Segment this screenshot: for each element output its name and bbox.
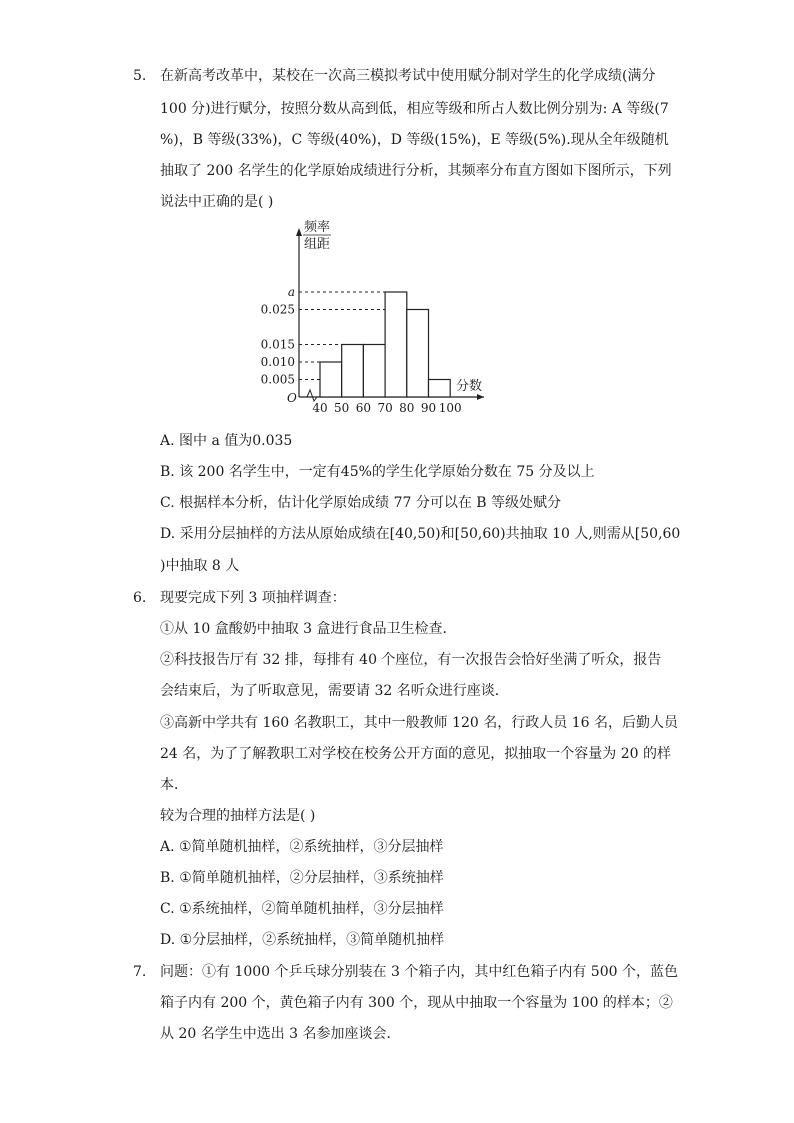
question-text-line: ②科技报告厅有 32 排，每排有 40 个座位，有一次报告会恰好坐满了听众，报告 — [160, 652, 662, 668]
question-text-line: 说法中正确的是( ) — [160, 194, 274, 210]
y-tick-label: 0.005 — [260, 372, 295, 387]
question-text-line: ③高新中学共有 160 名教职工，其中一般教师 120 名，行政人员 16 名，后勤人员 — [160, 715, 678, 731]
option-c: C. ①系统抽样，②简单随机抽样，③分层抽样 — [160, 901, 444, 917]
x-tick-label: 40 — [312, 401, 328, 414]
x-tick-label: 80 — [399, 401, 415, 414]
question-text-line: 抽取了 200 名学生的化学原始成绩进行分析，其频率分布直方图如下图所示，下列 — [160, 163, 672, 179]
histogram-bar — [429, 380, 451, 398]
y-tick-label: 0.025 — [260, 302, 295, 317]
option-b: B. 该 200 名学生中，一定有45%的学生化学原始分数在 75 分及以上 — [160, 464, 595, 480]
histogram-bar — [385, 292, 407, 397]
frequency-histogram — [256, 218, 488, 414]
x-tick-label: 100 — [438, 401, 462, 414]
question-text-line: 从 20 名学生中选出 3 名参加座谈会． — [160, 1026, 401, 1042]
option-a: A. 图中 a 值为0.035 — [160, 433, 293, 449]
question-text-line: 100 分)进行赋分，按照分数从高到低，相应等级和所占人数比例分别为: A 等级(7 — [160, 101, 669, 117]
option-d-continued: )中抽取 8 人 — [160, 558, 240, 574]
question-text-line: 在新高考改革中，某校在一次高三模拟考试中使用赋分制对学生的化学成绩(满分 — [160, 68, 656, 84]
x-axis-arrow — [477, 394, 484, 400]
question-text-line: 问题：①有 1000 个乒乓球分别装在 3 个箱子内，其中红色箱子内有 500 个，蓝色 — [160, 964, 678, 980]
y-axis-arrow — [296, 228, 302, 236]
question-number: 6. — [133, 590, 147, 606]
question-text-line: 会结束后，为了听取意见，需要请 32 名听众进行座谈． — [160, 683, 509, 699]
question-number: 7. — [133, 964, 147, 980]
y-axis-label-top: 频率 — [304, 220, 331, 235]
x-tick-label: 60 — [355, 401, 372, 414]
histogram-bar — [407, 310, 429, 398]
question-text-line: 现要完成下列 3 项抽样调查： — [160, 590, 346, 606]
question-text-line: 本． — [160, 777, 188, 793]
question-text-line: 较为合理的抽样方法是( ) — [160, 808, 316, 824]
option-d: D. 采用分层抽样的方法从原始成绩在[40,50)和[50,60)共抽取 10 人,则需从[50,60 — [160, 526, 681, 542]
histogram-bar — [342, 345, 364, 398]
question-text-line: 箱子内有 200 个，黄色箱子内有 300 个，现从中抽取一个容量为 100 的样本；② — [160, 995, 673, 1011]
option-a: A. ①简单随机抽样，②系统抽样，③分层抽样 — [160, 839, 444, 855]
x-tick-label: 70 — [377, 401, 393, 414]
option-c: C. 根据样本分析，估计化学原始成绩 77 分可以在 B 等级处赋分 — [160, 495, 562, 511]
y-tick-label: 0.010 — [260, 355, 295, 369]
question-number: 5. — [133, 68, 147, 84]
histogram-bar — [363, 345, 385, 398]
y-axis-label-bottom: 组距 — [304, 237, 331, 252]
x-tick-label: 90 — [420, 401, 437, 414]
axis-break — [307, 390, 317, 401]
option-d: D. ①分层抽样，②系统抽样，③简单随机抽样 — [160, 932, 445, 948]
y-tick-label: 0.015 — [260, 337, 295, 352]
histogram-bar — [320, 362, 342, 397]
origin-label: O — [287, 391, 297, 405]
x-tick-label: 50 — [334, 401, 350, 414]
x-axis-label: 分数 — [456, 379, 483, 394]
question-text-line: ①从 10 盒酸奶中抽取 3 盒进行食品卫生检查． — [160, 621, 457, 637]
question-text-line: %)，B 等级(33%)，C 等级(40%)，D 等级(15%)，E 等级(5%).现从全年级随机 — [160, 132, 669, 148]
y-tick-label: a — [287, 285, 295, 299]
option-b: B. ①简单随机抽样，②分层抽样，③系统抽样 — [160, 870, 444, 886]
question-text-line: 24 名，为了了解教职工对学校在校务公开方面的意见，拟抽取一个容量为 20 的样 — [160, 746, 671, 762]
